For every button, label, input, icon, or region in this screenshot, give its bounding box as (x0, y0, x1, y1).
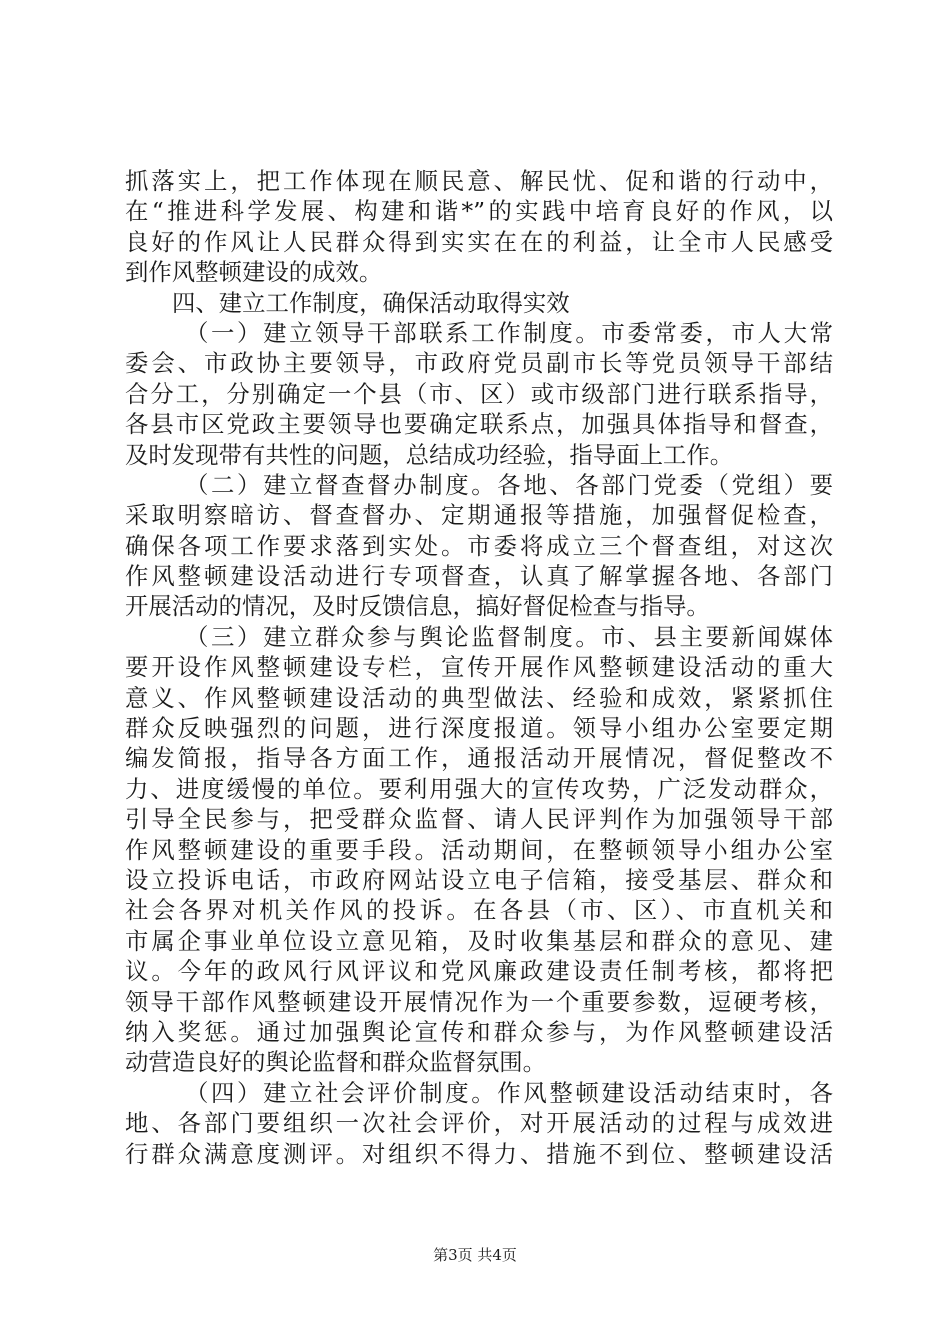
text-line: 地、各部门要组织一次社会评价，对开展活动的过程与成效进 (125, 1109, 833, 1138)
text-line: 纳入奖惩。通过加强舆论宣传和群众参与，为作风整顿建设活 (125, 1017, 833, 1046)
text-line: 议。今年的政风行风评议和党风廉政建设责任制考核，都将把 (125, 957, 833, 986)
paragraph-last-line: 到作风整顿建设的成效。 (125, 258, 383, 287)
text-line: 行群众满意度测评。对组织不得力、措施不到位、整顿建设活 (125, 1139, 833, 1168)
document-body (125, 166, 833, 1169)
text-line: 合分工，分别确定一个县（市、区）或市级部门进行联系指导， (125, 379, 833, 408)
text-line: 编发简报，指导各方面工作，通报活动开展情况，督促整改不 (125, 744, 833, 773)
text-line: 市属企事业单位设立意见箱，及时收集基层和群众的意见、建 (125, 926, 833, 955)
text-line: 社会各界对机关作风的投诉。在各县（市、区）、市直机关和 (125, 896, 833, 925)
page-number: 第3页 共4页 (433, 1246, 517, 1264)
text-line: 抓落实上，把工作体现在顺民意、解民忧、促和谐的行动中， (125, 167, 833, 195)
text-line: 设立投诉电话，市政府网站设立电子信箱，接受基层、群众和 (125, 865, 833, 894)
text-line: 群众反映强烈的问题，进行深度报道。领导小组办公室要定期 (125, 714, 833, 743)
section-heading: 四、建立工作制度，确保活动取得实效 (172, 288, 570, 317)
text-line: 作风整顿建设的重要手段。活动期间，在整顿领导小组办公室 (125, 835, 833, 864)
text-line: 引导全民参与，把受群众监督、请人民评判作为加强领导干部 (125, 805, 833, 834)
text-line: 各县市区党政主要领导也要确定联系点，加强具体指导和督查， (125, 410, 833, 439)
text-line: 确保各项工作要求落到实处。市委将成立三个督查组，对这次 (125, 531, 833, 560)
paragraph-last-line: 动营造良好的舆论监督和群众监督氛围。 (125, 1048, 547, 1077)
text-line: 意义、作风整顿建设活动的典型做法、经验和成效，紧紧抓住 (125, 683, 833, 712)
page-footer (0, 1245, 950, 1265)
paragraph-first-line: （一）建立领导干部联系工作制度。市委常委，市人大常 (185, 318, 833, 347)
text-line: 作风整顿建设活动进行专项督查，认真了解掌握各地、各部门 (125, 562, 833, 591)
paragraph-last-line: 及时发现带有共性的问题，总结成功经验，指导面上工作。 (125, 440, 734, 469)
text-line: 要开设作风整顿建设专栏，宣传开展作风整顿建设活动的重大 (125, 653, 833, 682)
paragraph-first-line: （四）建立社会评价制度。作风整顿建设活动结束时，各 (185, 1078, 833, 1107)
paragraph-first-line: （二）建立督查督办制度。各地、各部门党委（党组）要 (185, 470, 833, 499)
text-line: 良好的作风让人民群众得到实实在在的利益，让全市人民感受 (125, 227, 833, 256)
text-line: 采取明察暗访、督查督办、定期通报等措施，加强督促检查， (125, 501, 833, 530)
paragraph-last-line: 开展活动的情况，及时反馈信息，搞好督促检查与指导。 (125, 592, 710, 621)
text-line: 委会、市政协主要领导，市政府党员副市长等党员领导干部结 (125, 349, 833, 378)
text-line: 在“推进科学发展、构建和谐*”的实践中培育良好的作风，以 (125, 197, 833, 226)
text-line: 领导干部作风整顿建设开展情况作为一个重要参数，逗硬考核， (125, 987, 833, 1016)
paragraph-first-line: （三）建立群众参与舆论监督制度。市、县主要新闻媒体 (185, 622, 833, 651)
text-line: 力、进度缓慢的单位。要利用强大的宣传攻势，广泛发动群众， (125, 774, 833, 803)
